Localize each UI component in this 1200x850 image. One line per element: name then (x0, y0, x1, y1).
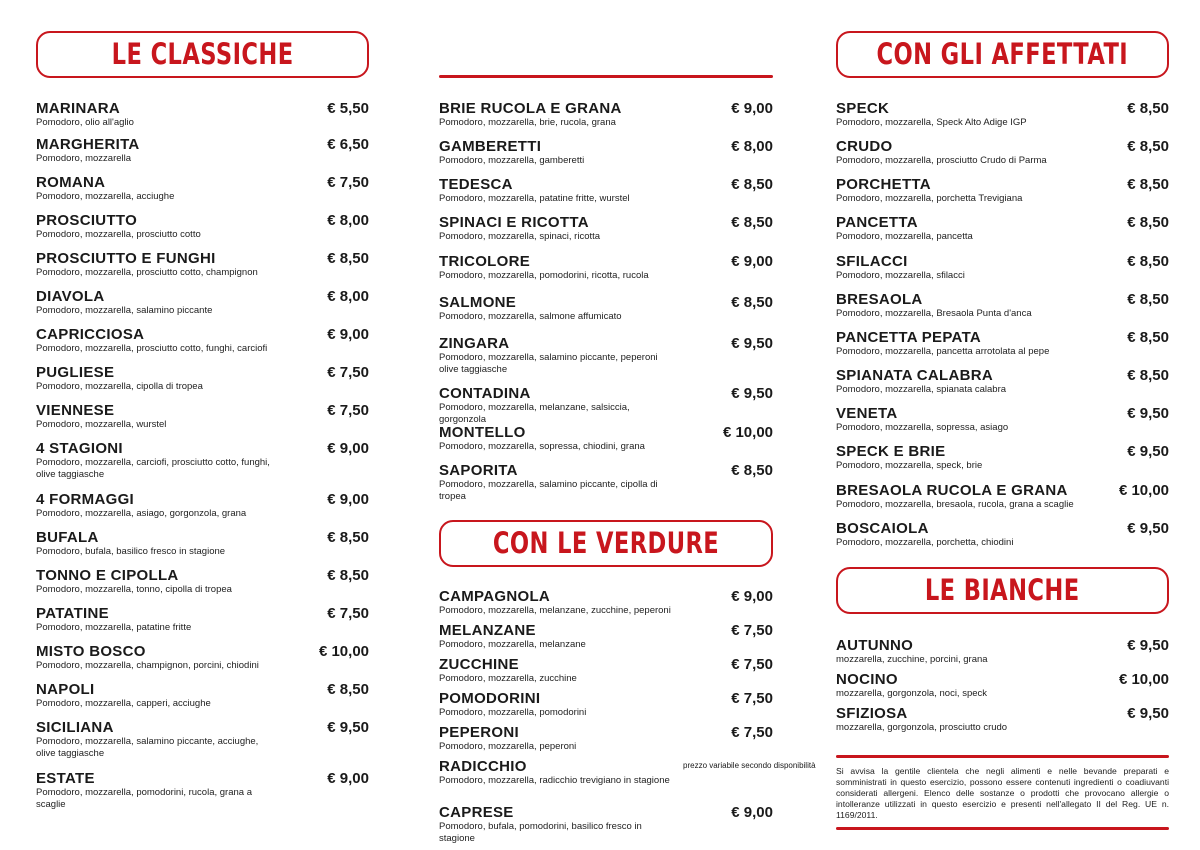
item-price: € 8,50 (1127, 367, 1169, 384)
item-name: BRESAOLA RUCOLA E GRANA (836, 482, 1068, 499)
menu-item (439, 804, 773, 845)
item-price: € 8,50 (327, 529, 369, 546)
menu-item (836, 520, 1169, 549)
item-description: Pomodoro, mozzarella, spinaci, ricotta (439, 231, 601, 242)
item-name: TEDESCA (439, 176, 513, 193)
item-name: MONTELLO (439, 424, 526, 441)
menu-item (836, 405, 1169, 434)
item-price: € 8,50 (1127, 138, 1169, 155)
item-price: € 9,00 (731, 804, 773, 821)
item-name: TONNO E CIPOLLA (36, 567, 179, 584)
item-description: Pomodoro, olio all'aglio (36, 117, 134, 128)
item-price: € 8,50 (327, 681, 369, 698)
item-price: € 9,50 (327, 719, 369, 736)
menu-item (439, 294, 773, 323)
item-price: € 9,00 (731, 100, 773, 117)
item-name: VIENNESE (36, 402, 115, 419)
item-name: ESTATE (36, 770, 95, 787)
item-price: € 7,50 (327, 605, 369, 622)
item-name: PROSCIUTTO (36, 212, 138, 229)
item-description: Pomodoro, mozzarella, sopressa, asiago (836, 422, 1009, 433)
item-price: € 8,00 (327, 212, 369, 229)
item-price: € 7,50 (731, 656, 773, 673)
item-description: Pomodoro, mozzarella, prosciutto Crudo di Parma (836, 155, 1047, 166)
item-name: PATATINE (36, 605, 109, 622)
item-name: VENETA (836, 405, 898, 422)
menu-item (836, 482, 1169, 511)
menu-item (439, 622, 773, 651)
item-description: Pomodoro, mozzarella, gamberetti (439, 155, 585, 166)
item-description: Pomodoro, mozzarella, carciofi, prosciutto cotto, funghi, olive taggiasche (36, 457, 270, 480)
item-price: € 9,50 (731, 335, 773, 352)
item-name: AUTUNNO (836, 637, 914, 654)
menu-item (439, 100, 773, 129)
item-price: € 9,00 (327, 326, 369, 343)
menu-item (439, 176, 773, 205)
item-price: € 8,50 (731, 176, 773, 193)
menu-item (36, 250, 369, 279)
item-name: ZINGARA (439, 335, 510, 352)
item-name: 4 FORMAGGI (36, 491, 135, 508)
menu-item (439, 656, 773, 685)
menu-item (36, 643, 369, 672)
item-name: 4 STAGIONI (36, 440, 123, 457)
item-name: GAMBERETTI (439, 138, 542, 155)
item-name: CAMPAGNOLA (439, 588, 551, 605)
item-price: € 8,50 (731, 294, 773, 311)
item-name: CAPRESE (439, 804, 514, 821)
item-description: Pomodoro, mozzarella, zucchine (439, 673, 577, 684)
item-name: SPECK (836, 100, 890, 117)
item-description: Pomodoro, mozzarella, bresaola, rucola, grana a scaglie (836, 499, 1074, 510)
item-price: € 8,50 (1127, 329, 1169, 346)
item-name: ZUCCHINE (439, 656, 519, 673)
item-price: prezzo variabile secondo disponibilità (683, 761, 816, 770)
item-description: Pomodoro, mozzarella, radicchio trevigiano in stagione (439, 775, 670, 786)
item-price: € 9,00 (327, 440, 369, 457)
item-name: BRIE RUCOLA E GRANA (439, 100, 622, 117)
item-name: TRICOLORE (439, 253, 531, 270)
item-price: € 7,50 (327, 402, 369, 419)
item-description: Pomodoro, mozzarella, salamino piccante, peperoni olive taggiasche (439, 352, 658, 375)
item-description: Pomodoro, mozzarella, melanzane (439, 639, 586, 650)
item-name: PANCETTA (836, 214, 918, 231)
menu-item (36, 605, 369, 634)
menu-item (36, 174, 369, 203)
item-name: MARINARA (36, 100, 121, 117)
menu-item (439, 758, 816, 787)
menu-item (836, 176, 1169, 205)
item-name: PUGLIESE (36, 364, 115, 381)
menu-item (36, 719, 369, 760)
item-price: € 9,50 (1127, 705, 1169, 722)
item-description: mozzarella, zucchine, porcini, grana (836, 654, 988, 665)
item-name: PEPERONI (439, 724, 519, 741)
item-price: € 8,50 (327, 250, 369, 267)
menu-item (36, 402, 369, 431)
item-name: PROSCIUTTO E FUNGHI (36, 250, 216, 267)
item-price: € 10,00 (318, 643, 369, 660)
item-name: CRUDO (836, 138, 893, 155)
notice-rule-top (836, 755, 1169, 758)
menu-item (836, 100, 1169, 129)
item-description: Pomodoro, mozzarella, wurstel (36, 419, 167, 430)
item-description: Pomodoro, mozzarella, prosciutto cotto, champignon (36, 267, 258, 278)
item-description: Pomodoro, mozzarella, salmone affumicato (439, 311, 622, 322)
item-name: DIAVOLA (36, 288, 105, 305)
item-name: SPECK E BRIE (836, 443, 946, 460)
item-price: € 9,00 (731, 253, 773, 270)
item-price: € 7,50 (731, 690, 773, 707)
menu-item (836, 329, 1169, 358)
menu-item (439, 138, 773, 167)
menu-item (36, 529, 369, 558)
menu-item (836, 443, 1169, 472)
item-description: Pomodoro, mozzarella, pancetta arrotolata al pepe (836, 346, 1050, 357)
item-name: NAPOLI (36, 681, 95, 698)
menu-item (836, 705, 1169, 734)
item-description: Pomodoro, mozzarella, speck, brie (836, 460, 983, 471)
item-description: mozzarella, gorgonzola, noci, speck (836, 688, 988, 699)
item-name: SPINACI E RICOTTA (439, 214, 589, 231)
menu-item (439, 462, 773, 503)
item-price: € 8,50 (1127, 214, 1169, 231)
section-title-classiche: LE CLASSICHE (36, 31, 369, 78)
item-name: CONTADINA (439, 385, 531, 402)
item-description: Pomodoro, mozzarella, melanzane, zucchine, peperoni (439, 605, 671, 616)
menu-item (439, 424, 773, 453)
item-name: BOSCAIOLA (836, 520, 929, 537)
item-price: € 5,50 (327, 100, 369, 117)
item-description: Pomodoro, mozzarella, sopressa, chiodini, grana (439, 441, 645, 452)
item-price: € 10,00 (722, 424, 773, 441)
item-price: € 6,50 (327, 136, 369, 153)
menu-item (36, 326, 369, 355)
item-description: Pomodoro, mozzarella, porchetta Trevigiana (836, 193, 1023, 204)
item-description: Pomodoro, mozzarella, melanzane, salsiccia, gorgonzola (439, 402, 630, 425)
item-description: Pomodoro, mozzarella, peperoni (439, 741, 577, 752)
menu-item (36, 681, 369, 710)
item-name: BRESAOLA (836, 291, 923, 308)
menu-item (836, 253, 1169, 282)
item-price: € 8,00 (731, 138, 773, 155)
top-rule (439, 75, 773, 78)
item-price: € 8,50 (1127, 100, 1169, 117)
item-name: PORCHETTA (836, 176, 931, 193)
item-description: Pomodoro, mozzarella, porchetta, chiodini (836, 537, 1014, 548)
item-price: € 8,50 (731, 214, 773, 231)
section-title-bianche: LE BIANCHE (836, 567, 1169, 614)
item-name: MELANZANE (439, 622, 536, 639)
item-price: € 10,00 (1118, 671, 1169, 688)
menu-item (439, 214, 773, 243)
item-description: Pomodoro, mozzarella, patatine fritte (36, 622, 192, 633)
section-title-verdure: CON LE VERDURE (439, 520, 773, 567)
item-description: Pomodoro, mozzarella, pomodorini, ricotta, rucola (439, 270, 649, 281)
item-description: Pomodoro, mozzarella, prosciutto cotto, funghi, carciofi (36, 343, 268, 354)
item-name: SFIZIOSA (836, 705, 908, 722)
item-description: Pomodoro, mozzarella, champignon, porcini, chiodini (36, 660, 259, 671)
menu-item (36, 364, 369, 393)
item-description: Pomodoro, mozzarella, salamino piccante (36, 305, 213, 316)
section-title-affettati: CON GLI AFFETTATI (836, 31, 1169, 78)
menu-item (439, 385, 773, 426)
item-name: SICILIANA (36, 719, 114, 736)
menu-item (836, 637, 1169, 666)
item-price: € 9,50 (731, 385, 773, 402)
item-price: € 9,50 (1127, 443, 1169, 460)
item-price: € 9,50 (1127, 520, 1169, 537)
item-name: SPIANATA CALABRA (836, 367, 994, 384)
item-description: Pomodoro, mozzarella, pomodorini, rucola, grana a scaglie (36, 787, 252, 810)
menu-item (36, 770, 369, 811)
menu-item (836, 671, 1169, 700)
menu-item (836, 291, 1169, 320)
item-name: ROMANA (36, 174, 106, 191)
item-name: CAPRICCIOSA (36, 326, 145, 343)
menu-item (439, 335, 773, 376)
menu-item (836, 138, 1169, 167)
item-description: Pomodoro, mozzarella, sfilacci (836, 270, 965, 281)
item-description: Pomodoro, bufala, basilico fresco in stagione (36, 546, 226, 557)
menu-item (836, 367, 1169, 396)
menu-item (36, 491, 369, 520)
item-name: MISTO BOSCO (36, 643, 146, 660)
menu-item (36, 567, 369, 596)
menu-item (36, 100, 369, 129)
item-description: Pomodoro, mozzarella, prosciutto cotto (36, 229, 201, 240)
item-description: Pomodoro, mozzarella, tonno, cipolla di tropea (36, 584, 232, 595)
item-description: Pomodoro, mozzarella, asiago, gorgonzola, grana (36, 508, 247, 519)
item-price: € 8,50 (1127, 253, 1169, 270)
item-name: SAPORITA (439, 462, 518, 479)
item-name: SALMONE (439, 294, 517, 311)
item-description: mozzarella, gorgonzola, prosciutto crudo (836, 722, 1008, 733)
allergen-notice: Si avvisa la gentile clientela che negli alimenti e nelle bevande preparati e somministrati in questo esercizio, possono essere contenuti ingredienti o coadiuvanti considerati allergeni. Elenco delle sostanze o prodotti che provocano allergie o intolleranze utilizzati in questo esercizio e presenti nell'allegato II del Reg. UE n. 1169/2011. (836, 766, 1169, 820)
item-price: € 7,50 (327, 364, 369, 381)
item-description: Pomodoro, mozzarella, salamino piccante, acciughe, olive taggiasche (36, 736, 259, 759)
item-name: BUFALA (36, 529, 99, 546)
item-description: Pomodoro, mozzarella, acciughe (36, 191, 175, 202)
item-price: € 7,50 (731, 622, 773, 639)
item-description: Pomodoro, mozzarella, pomodorini (439, 707, 587, 718)
item-description: Pomodoro, mozzarella, capperi, acciughe (36, 698, 211, 709)
item-price: € 9,00 (327, 491, 369, 508)
notice-rule-bottom (836, 827, 1169, 830)
item-description: Pomodoro, mozzarella, brie, rucola, grana (439, 117, 616, 128)
item-description: Pomodoro, bufala, pomodorini, basilico fresco in stagione (439, 821, 642, 844)
item-description: Pomodoro, mozzarella, spianata calabra (836, 384, 1007, 395)
menu-item (836, 214, 1169, 243)
item-name: POMODORINI (439, 690, 541, 707)
item-name: SFILACCI (836, 253, 908, 270)
item-price: € 8,50 (327, 567, 369, 584)
menu-item (439, 588, 773, 617)
item-price: € 7,50 (731, 724, 773, 741)
menu-item (36, 212, 369, 241)
item-price: € 9,00 (327, 770, 369, 787)
item-name: PANCETTA PEPATA (836, 329, 982, 346)
item-description: Pomodoro, mozzarella, cipolla di tropea (36, 381, 203, 392)
item-price: € 8,50 (1127, 291, 1169, 308)
item-price: € 10,00 (1118, 482, 1169, 499)
item-price: € 8,00 (327, 288, 369, 305)
item-price: € 9,50 (1127, 405, 1169, 422)
menu-item (36, 136, 369, 165)
item-price: € 9,00 (731, 588, 773, 605)
menu-item (439, 724, 773, 753)
menu-item (36, 440, 369, 481)
item-name: NOCINO (836, 671, 898, 688)
item-description: Pomodoro, mozzarella, Bresaola Punta d'anca (836, 308, 1032, 319)
menu-item (439, 690, 773, 719)
menu-item (439, 253, 773, 282)
item-description: Pomodoro, mozzarella (36, 153, 132, 164)
item-name: RADICCHIO (439, 758, 527, 775)
item-description: Pomodoro, mozzarella, Speck Alto Adige IGP (836, 117, 1027, 128)
item-description: Pomodoro, mozzarella, patatine fritte, wurstel (439, 193, 630, 204)
item-price: € 8,50 (1127, 176, 1169, 193)
menu-item (36, 288, 369, 317)
item-name: MARGHERITA (36, 136, 140, 153)
item-price: € 9,50 (1127, 637, 1169, 654)
item-price: € 8,50 (731, 462, 773, 479)
item-description: Pomodoro, mozzarella, salamino piccante, cipolla di tropea (439, 479, 658, 502)
item-price: € 7,50 (327, 174, 369, 191)
item-description: Pomodoro, mozzarella, pancetta (836, 231, 973, 242)
